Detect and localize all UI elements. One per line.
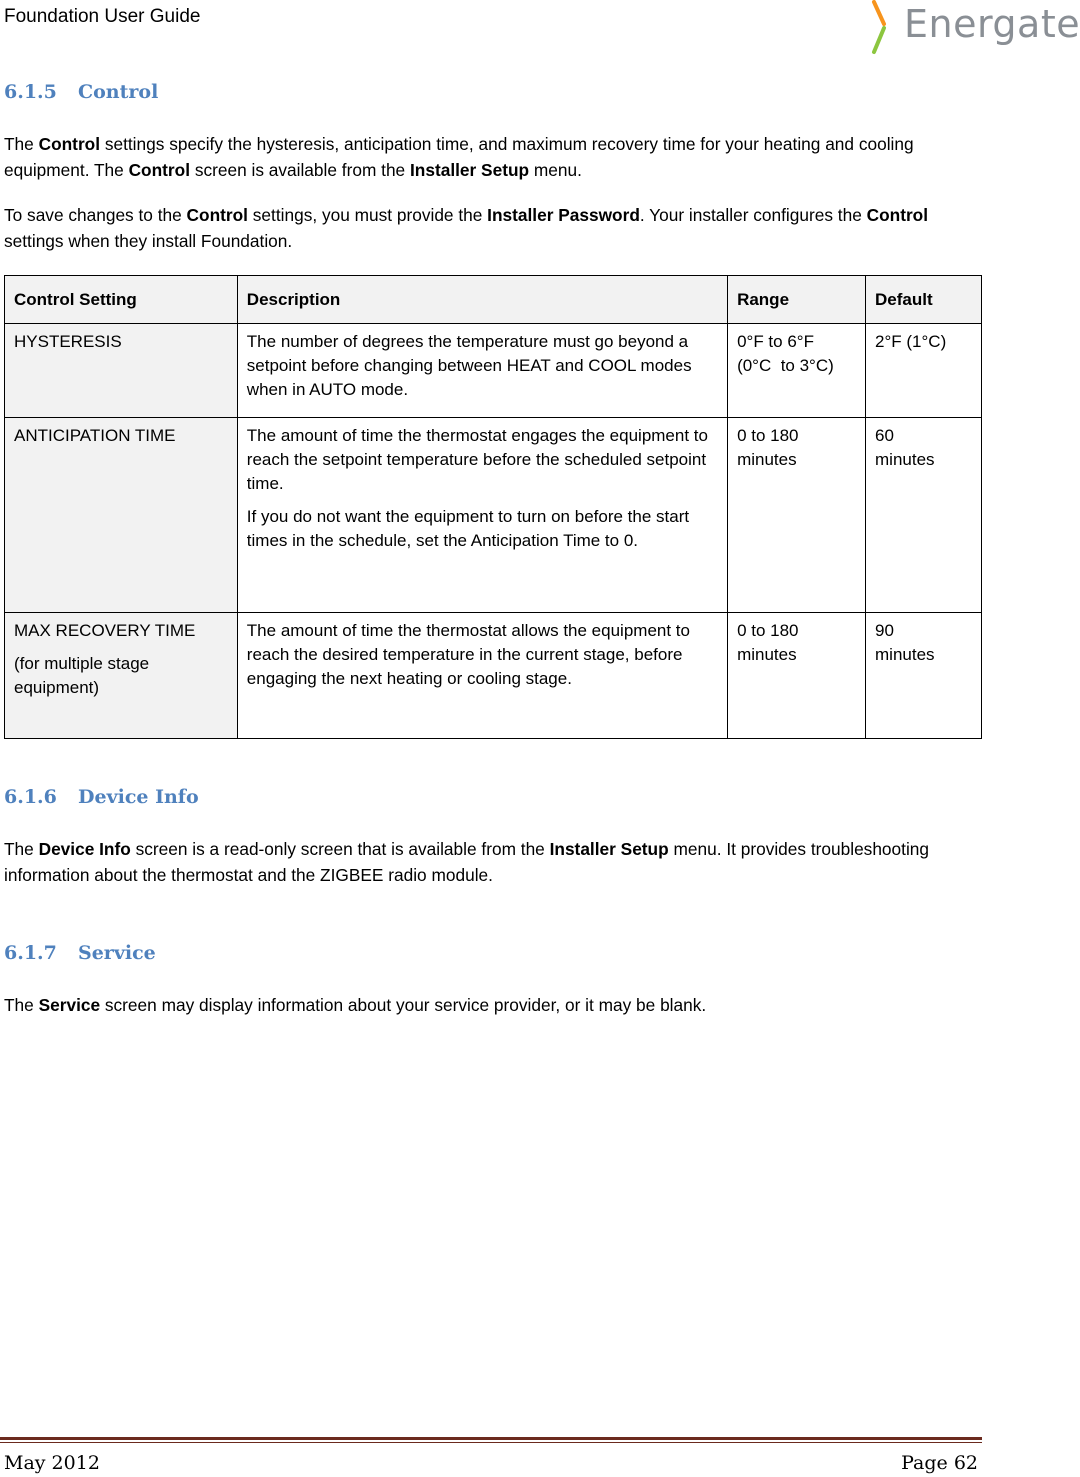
footer-rule — [0, 1437, 982, 1440]
section-number: 6.1.6 — [4, 786, 57, 808]
table-row — [5, 324, 982, 418]
section-heading-control — [4, 81, 158, 103]
section-title: Control — [78, 81, 159, 103]
column-header: Description — [237, 276, 727, 324]
table-row — [5, 613, 982, 739]
control-settings-table — [4, 275, 982, 739]
setting-range: 0 to 180 minutes — [728, 613, 866, 739]
control-paragraph-1: The Control settings specify the hysteresis, anticipation time, and maximum recovery time for your heating and cooling equipment. The Control screen is available from the Installer Setup menu. — [4, 134, 914, 180]
page-number: Page 62 — [901, 1452, 978, 1474]
setting-default: 2°F (1°C) — [866, 324, 982, 418]
column-header: Range — [728, 276, 866, 324]
setting-name: HYSTERESIS — [5, 324, 238, 418]
control-paragraph-2: To save changes to the Control settings, you must provide the Installer Password. Your installer configures the Control settings when they install Foundation. — [4, 205, 929, 251]
section-number: 6.1.5 — [4, 81, 57, 103]
energate-logo — [870, 0, 1080, 56]
footer-rule-thin — [0, 1442, 982, 1443]
setting-description: The number of degrees the temperature must go beyond a setpoint before changing between HEAT and COOL modes when in AUTO mode. — [237, 324, 727, 418]
setting-description: The amount of time the thermostat allows the equipment to reach the desired temperature in the current stage, before engaging the next heating or cooling stage. — [237, 613, 727, 739]
service-paragraph: The Service screen may display information about your service provider, or it may be blank. — [4, 995, 707, 1015]
section-title: Service — [78, 942, 156, 964]
setting-name: MAX RECOVERY TIME (for multiple stage equipment) — [5, 613, 238, 739]
section-number: 6.1.7 — [4, 942, 57, 964]
setting-name: ANTICIPATION TIME — [5, 418, 238, 613]
document-title: Foundation User Guide — [4, 6, 201, 27]
section-heading-device-info — [4, 786, 199, 808]
setting-default: 60 minutes — [866, 418, 982, 613]
column-header: Default — [866, 276, 982, 324]
column-header: Control Setting — [5, 276, 238, 324]
footer-date: May 2012 — [4, 1452, 100, 1474]
logo-wordmark: Energate — [904, 2, 1080, 46]
table-row — [5, 418, 982, 613]
table-header-row — [5, 276, 982, 324]
setting-range: 0 to 180 minutes — [728, 418, 866, 613]
setting-description: The amount of time the thermostat engages the equipment to reach the setpoint temperature before the scheduled setpoint time. If you do not want the equipment to turn on before the start times in the schedule, set the Anticipation Time to 0. — [237, 418, 727, 613]
device-info-paragraph: The Device Info screen is a read-only screen that is available from the Installer Setup menu. It provides troubleshooting information about the thermostat and the ZIGBEE radio module. — [4, 839, 930, 885]
section-heading-service — [4, 942, 156, 964]
logo-chevron-icon — [870, 0, 900, 56]
setting-default: 90 minutes — [866, 613, 982, 739]
section-title: Device Info — [78, 786, 199, 808]
setting-range: 0°F to 6°F (0°C to 3°C) — [728, 324, 866, 418]
